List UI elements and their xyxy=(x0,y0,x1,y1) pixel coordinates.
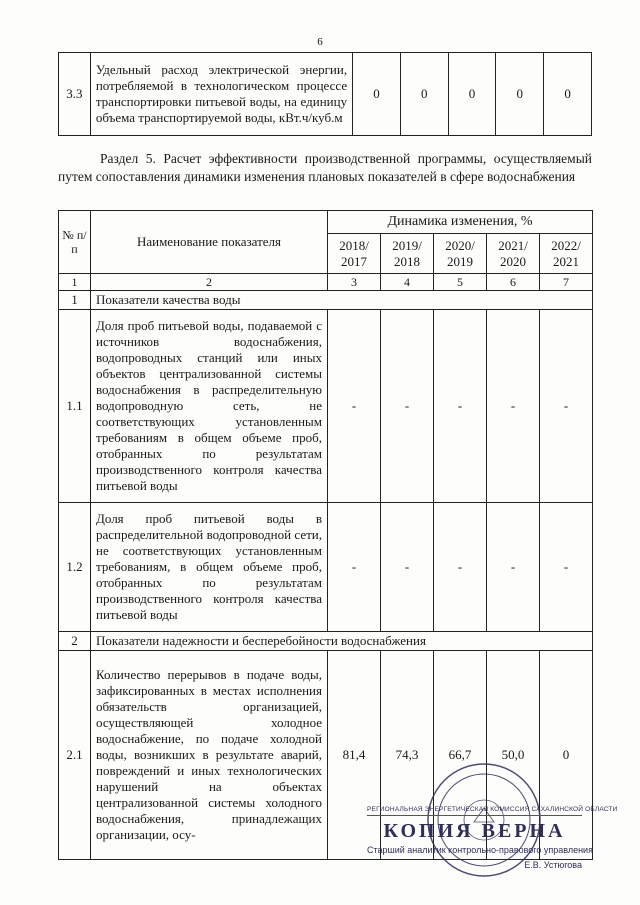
header-num: № п/п xyxy=(59,211,91,274)
group-number: 1 xyxy=(59,291,91,310)
col-number: 6 xyxy=(487,274,540,291)
row-number: 1.2 xyxy=(59,503,91,632)
value-cell: - xyxy=(540,310,593,503)
stamp-signer-name: Е.В. Устюгова xyxy=(524,860,582,870)
value-cell: 50,0 xyxy=(487,651,540,860)
value-cell: - xyxy=(540,503,593,632)
header-year: 2018/ 2017 xyxy=(328,234,381,274)
value-cell: 0 xyxy=(353,53,401,136)
value-cell: - xyxy=(381,503,434,632)
col-number: 5 xyxy=(434,274,487,291)
indicator-name: Удельный расход электрической энергии, потребляемой в технологическом процессе транспортировки питьевой воды, на единицу объема транспортируемой воды, кВт.ч/куб.м xyxy=(90,53,352,136)
value-cell: - xyxy=(434,310,487,503)
value-cell: - xyxy=(328,310,381,503)
group-row xyxy=(59,291,593,310)
value-cell: - xyxy=(487,503,540,632)
table-row xyxy=(59,503,593,632)
header-year: 2019/ 2018 xyxy=(381,234,434,274)
value-cell: 0 xyxy=(496,53,544,136)
indicator-name: Количество перерывов в подаче воды, зафиксированных в местах исполнения обязательств организацией, осуществляющей холодное водоснабжение, по подаче холодной воды, возникших в результате аварий, повреждений и иных технологических нарушений на объектах централизованной системы холодного водоснабжения, принадлежащих организации, осу- xyxy=(91,651,328,860)
value-cell: 0 xyxy=(448,53,496,136)
col-number: 4 xyxy=(381,274,434,291)
group-title: Показатели качества воды xyxy=(91,291,593,310)
indicator-name: Доля проб питьевой воды, подаваемой с источников водоснабжения, водопроводных станций или иных объектов централизованной системы водоснабжения в распределительную водопроводную сеть, не соответствующих установленным требованиям в общем объеме проб, отобранных по результатам производственного контроля качества питьевой воды xyxy=(91,310,328,503)
header-year: 2021/ 2020 xyxy=(487,234,540,274)
table-row xyxy=(59,310,593,503)
value-cell: 74,3 xyxy=(381,651,434,860)
top-table-fragment xyxy=(58,52,592,136)
col-number: 7 xyxy=(540,274,593,291)
stamp-organization: РЕГИОНАЛЬНАЯ ЭНЕРГЕТИЧЕСКАЯ КОМИССИЯ САХАЛИНСКОЙ ОБЛАСТИ xyxy=(367,806,582,816)
col-number: 1 xyxy=(59,274,91,291)
row-number: 1.1 xyxy=(59,310,91,503)
col-number: 3 xyxy=(328,274,381,291)
copy-certification-stamp xyxy=(367,806,618,878)
value-cell: - xyxy=(487,310,540,503)
value-cell: - xyxy=(381,310,434,503)
stamp-position: Старший аналитик контрольно-правового управления xyxy=(367,845,593,855)
group-number: 2 xyxy=(59,632,91,651)
col-number: 2 xyxy=(91,274,328,291)
value-cell: 0 xyxy=(540,651,593,860)
section-heading: Раздел 5. Расчет эффективности производственной программы, осуществляемый путем сопоставления динамики изменения плановых показателей в сфере водоснабжения xyxy=(58,151,592,184)
header-year: 2022/ 2021 xyxy=(540,234,593,274)
table-row xyxy=(59,53,592,136)
page-number: 6 xyxy=(317,36,323,48)
indicator-name: Доля проб питьевой воды в распределительной водопроводной сети, не соответствующих установленным требованиям, в общем объеме проб, отобранных по результатам производственного контроля качества питьевой воды xyxy=(91,503,328,632)
value-cell: - xyxy=(434,503,487,632)
value-cell: - xyxy=(328,503,381,632)
header-name: Наименование показателя xyxy=(91,211,328,274)
header-year: 2020/ 2019 xyxy=(434,234,487,274)
value-cell: 0 xyxy=(544,53,592,136)
row-number: 2.1 xyxy=(59,651,91,860)
group-row xyxy=(59,632,593,651)
group-title: Показатели надежности и бесперебойности водоснабжения xyxy=(91,632,593,651)
table-header-row xyxy=(59,211,593,234)
stamp-title: КОПИЯ ВЕРНА xyxy=(383,820,566,842)
column-numbers-row xyxy=(59,274,593,291)
row-number: 3.3 xyxy=(59,53,91,136)
value-cell: 0 xyxy=(400,53,448,136)
value-cell: 81,4 xyxy=(328,651,381,860)
header-dynamics: Динамика изменения, % xyxy=(328,211,593,234)
value-cell: 66,7 xyxy=(434,651,487,860)
